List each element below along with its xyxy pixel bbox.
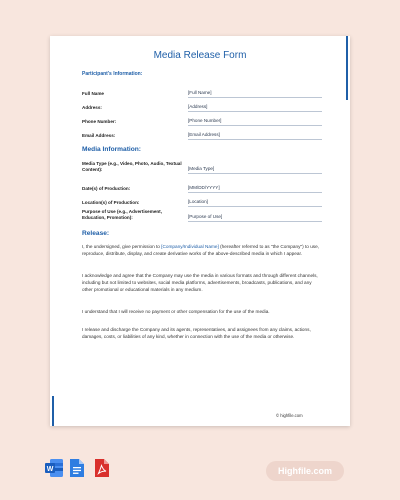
field-label: Media Type (e.g., Video, Photo, Audio, Textual Content): — [82, 161, 182, 172]
field-row-email — [82, 126, 322, 140]
phone-number-field[interactable]: [Phone Number] — [188, 116, 322, 126]
paragraph-text: I, the undersigned, give permission to — [82, 244, 162, 249]
site-watermark: Highfile.com — [266, 461, 344, 481]
release-paragraph-4: I release and discharge the Company and its agents, representatives, and assignees from any claims, actions, damages, costs, or liabilities of any kind, whether in connection with the use of the media or otherwise. — [82, 327, 311, 339]
form-title: Media Release Form — [153, 50, 247, 61]
full-name-field[interactable]: [Full Name] — [188, 88, 322, 98]
company-name-placeholder: [Company/Individual Name] — [161, 244, 219, 249]
field-row-address — [82, 98, 322, 112]
production-date-field[interactable]: [MM/DD/YYYY] — [188, 183, 322, 193]
paragraph-text: (hereafter referred to as "the Company") to use, reproduce, distribute, display, and create derivative works of the above-described media in which I appear. — [82, 244, 320, 256]
accent-bar-bottom — [52, 396, 54, 426]
email-address-field[interactable]: [Email Address] — [188, 130, 322, 140]
document-page — [50, 36, 350, 426]
accent-bar-top — [346, 36, 348, 100]
participant-heading: Participant's Information: — [82, 71, 143, 77]
release-paragraph-3: I understand that I will receive no payment or other compensation for the use of the media. — [82, 309, 270, 314]
media-heading: Media Information: — [82, 146, 141, 153]
field-row-full-name — [82, 84, 322, 98]
release-heading: Release: — [82, 230, 110, 237]
google-docs-icon[interactable] — [69, 458, 87, 478]
field-row-phone — [82, 112, 322, 126]
field-row-media-type — [82, 160, 322, 174]
pdf-icon[interactable] — [94, 458, 112, 478]
purpose-of-use-field[interactable]: [Purpose of Use] — [188, 212, 322, 222]
location-field[interactable]: [Location] — [188, 197, 322, 207]
media-type-field[interactable]: [Media Type] — [188, 164, 322, 174]
field-label: Date(s) of Production: — [82, 186, 131, 191]
field-label: Full Name — [82, 91, 104, 96]
release-paragraph-2: I acknowledge and agree that the Company may use the media in various formats and through different channels, including but not limited to websites, social media platforms, advertisements, broadcasts, publications, and any other promotional or educational materials in any medium. — [82, 273, 318, 292]
field-label: Email Address: — [82, 133, 116, 138]
copyright-text: © highfile.com — [276, 413, 303, 418]
svg-text:W: W — [46, 465, 54, 473]
format-icons — [44, 458, 112, 478]
field-row-date — [82, 179, 322, 193]
field-label: Purpose of Use (e.g., Advertisement, Education, Promotion): — [82, 209, 162, 220]
field-label: Address: — [82, 105, 102, 110]
word-icon[interactable] — [44, 458, 62, 478]
field-label: Phone Number: — [82, 119, 117, 124]
field-row-location — [82, 193, 322, 207]
field-label: Location(s) of Production: — [82, 200, 140, 205]
release-paragraph-1 — [82, 243, 322, 257]
address-field[interactable]: [Address] — [188, 102, 322, 112]
field-row-purpose — [82, 208, 322, 222]
